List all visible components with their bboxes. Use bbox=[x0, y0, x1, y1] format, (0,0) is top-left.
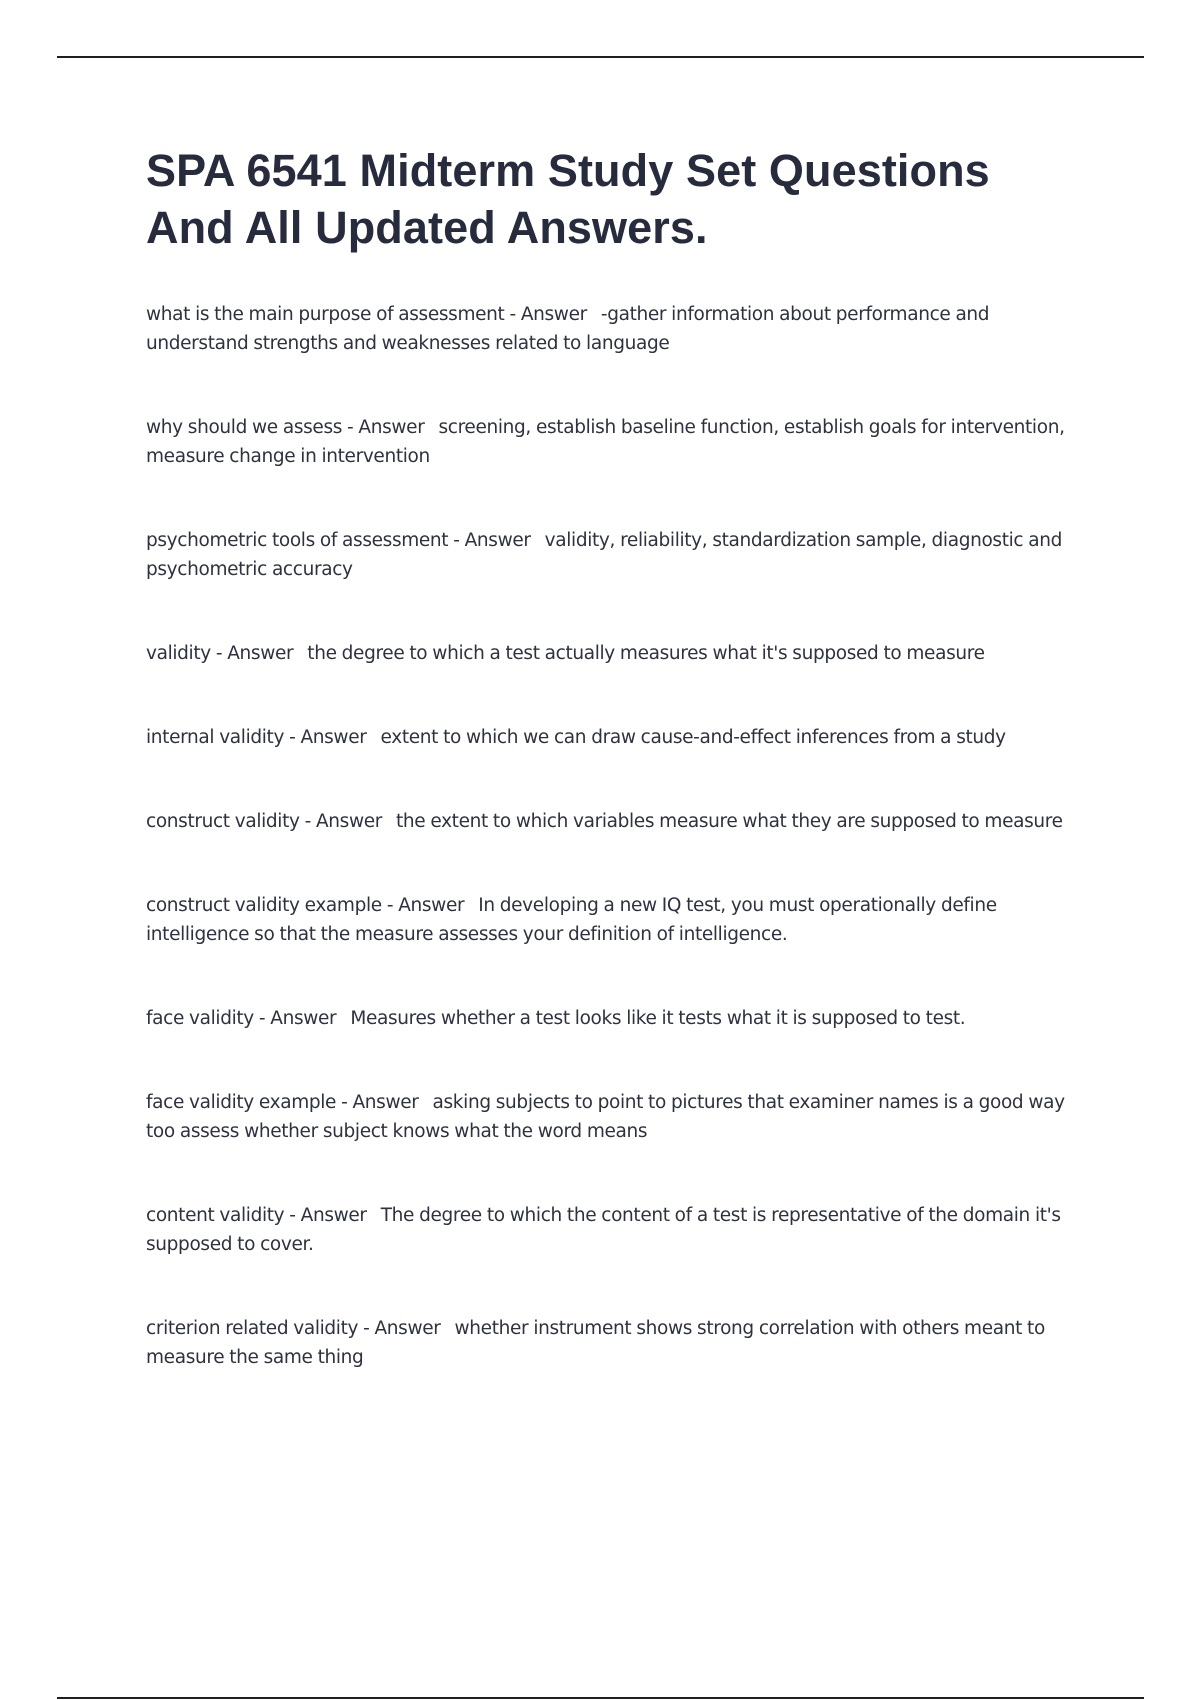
qa-separator: - Answer bbox=[284, 727, 367, 748]
qa-answer: The degree to which the content of a test is representative of the domain it's supposed to cover. bbox=[146, 1205, 1061, 1255]
title-line-1: SPA 6541 Midterm Study Set Questions bbox=[146, 145, 990, 196]
qa-term: face validity example bbox=[146, 1092, 337, 1113]
qa-term: internal validity bbox=[146, 727, 285, 748]
qa-separator: - Answer bbox=[253, 1008, 337, 1029]
qa-item bbox=[146, 891, 1086, 949]
qa-item bbox=[146, 526, 1086, 584]
qa-separator: - Answer bbox=[342, 417, 425, 438]
qa-separator: - Answer bbox=[299, 811, 383, 832]
qa-separator: - Answer bbox=[336, 1092, 419, 1113]
qa-answer: validity, reliability, standardization sample, diagnostic and psychometric accuracy bbox=[146, 530, 1063, 580]
title-line-2: And All Updated Answers. bbox=[146, 202, 708, 253]
qa-answer: Measures whether a test looks like it tests what it is supposed to test. bbox=[350, 1008, 966, 1029]
qa-separator: - Answer bbox=[210, 643, 294, 664]
qa-term: construct validity bbox=[146, 811, 300, 832]
qa-separator: - Answer bbox=[284, 1205, 367, 1226]
qa-separator: - Answer bbox=[381, 895, 465, 916]
qa-answer: In developing a new IQ test, you must operationally define intelligence so that the measure assesses your definition of intelligence. bbox=[146, 895, 997, 945]
qa-item bbox=[146, 1314, 1086, 1372]
qa-term: criterion related validity bbox=[146, 1318, 359, 1339]
document-body bbox=[146, 142, 1086, 1372]
qa-item bbox=[146, 639, 1086, 668]
qa-answer: asking subjects to point to pictures that examiner names is a good way too assess whether subject knows what the word means bbox=[146, 1092, 1065, 1142]
qa-answer: -gather information about performance and understand strengths and weaknesses related to language bbox=[146, 304, 990, 354]
qa-term: what is the main purpose of assessment bbox=[146, 304, 505, 325]
top-divider bbox=[57, 56, 1144, 58]
qa-list bbox=[146, 300, 1086, 1372]
qa-item bbox=[146, 300, 1086, 358]
qa-answer: whether instrument shows strong correlation with others meant to measure the same thing bbox=[146, 1318, 1045, 1368]
qa-item bbox=[146, 807, 1086, 836]
bottom-divider bbox=[57, 1697, 1144, 1699]
qa-item bbox=[146, 413, 1086, 471]
qa-separator: - Answer bbox=[448, 530, 531, 551]
qa-term: content validity bbox=[146, 1205, 285, 1226]
qa-answer: the degree to which a test actually measures what it's supposed to measure bbox=[307, 643, 985, 664]
qa-term: construct validity example bbox=[146, 895, 382, 916]
qa-answer: extent to which we can draw cause-and-effect inferences from a study bbox=[380, 727, 1006, 748]
document-title bbox=[146, 142, 1086, 256]
qa-item bbox=[146, 1201, 1086, 1259]
qa-answer: the extent to which variables measure what they are supposed to measure bbox=[396, 811, 1063, 832]
qa-separator: - Answer bbox=[358, 1318, 441, 1339]
qa-separator: - Answer bbox=[504, 304, 587, 325]
qa-item bbox=[146, 1004, 1086, 1033]
qa-answer: screening, establish baseline function, establish goals for intervention, measure change in intervention bbox=[146, 417, 1065, 467]
qa-item bbox=[146, 723, 1086, 752]
qa-term: face validity bbox=[146, 1008, 254, 1029]
qa-term: psychometric tools of assessment bbox=[146, 530, 449, 551]
qa-item bbox=[146, 1088, 1086, 1146]
qa-term: validity bbox=[146, 643, 211, 664]
qa-term: why should we assess bbox=[146, 417, 343, 438]
